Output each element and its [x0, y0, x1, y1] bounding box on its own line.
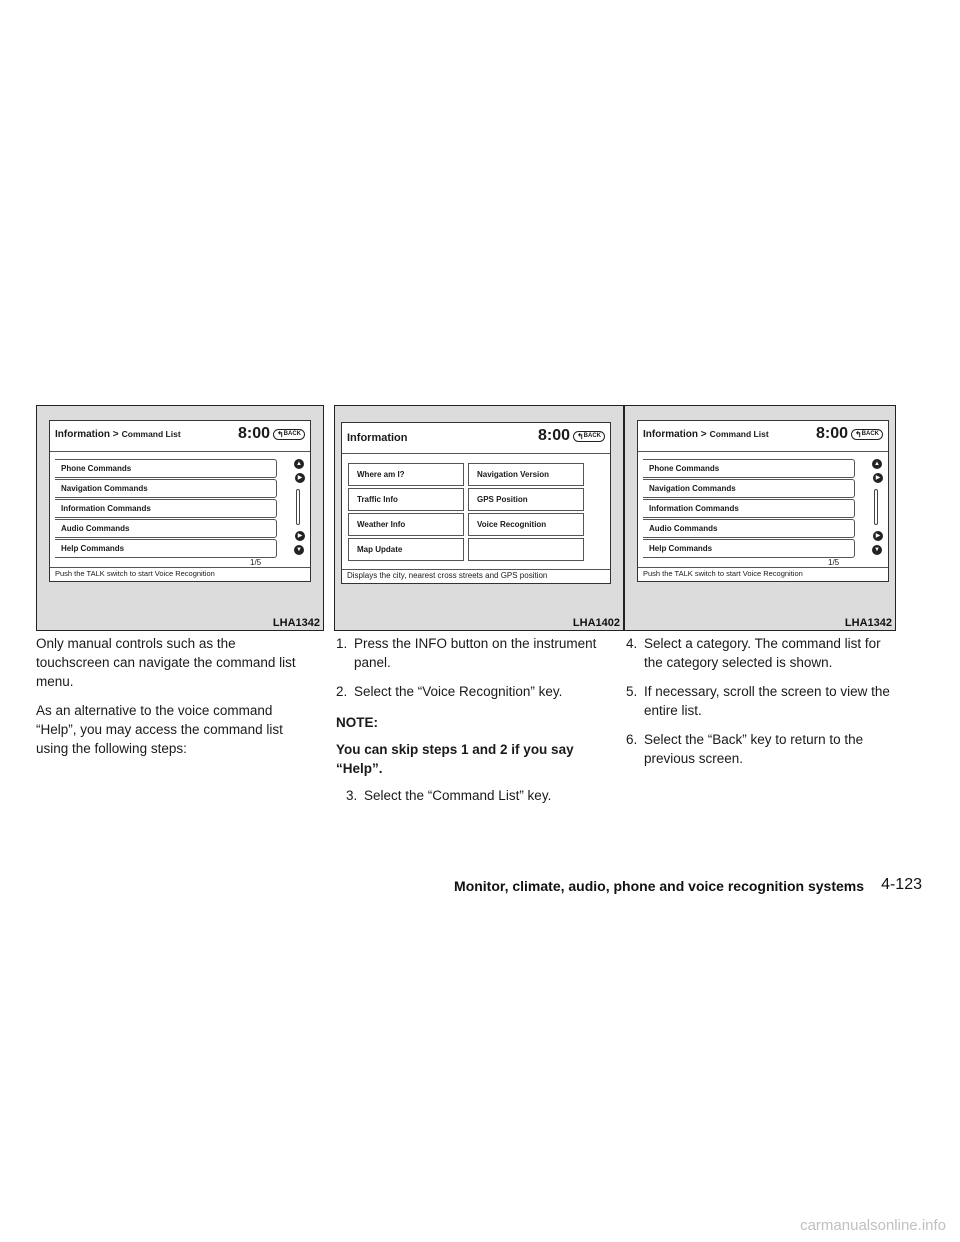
- screen: [637, 420, 889, 582]
- step-5: [626, 682, 898, 720]
- scroll-track[interactable]: [296, 489, 300, 525]
- step-4: [626, 634, 898, 672]
- step-number: 3.: [346, 788, 358, 803]
- step-number: 2.: [336, 684, 348, 699]
- menu-item-map-update[interactable]: Map Update: [348, 538, 464, 561]
- step-text: Select the “Back” key to return to the previous screen.: [644, 732, 864, 766]
- scroll-track[interactable]: [874, 489, 878, 525]
- title-text: Information >: [643, 429, 707, 440]
- screen-title: [55, 429, 181, 440]
- back-label: BACK: [283, 431, 301, 437]
- figure-code: LHA1342: [844, 617, 892, 629]
- figure-information-menu: [334, 405, 624, 631]
- step-number: 6.: [626, 732, 638, 747]
- list-item[interactable]: Audio Commands: [55, 519, 277, 538]
- scrollbar[interactable]: [870, 459, 884, 555]
- note-body: You can skip steps 1 and 2 if you say “Help”.: [336, 742, 574, 776]
- list-item[interactable]: Information Commands: [55, 499, 277, 518]
- screen: [49, 420, 311, 582]
- back-arrow-icon: ↰: [855, 430, 862, 439]
- step-3: [346, 786, 608, 805]
- section-title: Monitor, climate, audio, phone and voice recognition systems: [454, 878, 864, 894]
- step-text: Select the “Voice Recognition” key.: [354, 684, 563, 699]
- scrollbar[interactable]: [292, 459, 306, 555]
- subtitle-text: Command List: [709, 429, 769, 439]
- column-1: [36, 634, 308, 768]
- watermark: carmanualsonline.info: [800, 1217, 946, 1234]
- step-text: Press the INFO button on the instrument panel.: [354, 636, 597, 670]
- step-number: 5.: [626, 684, 638, 699]
- scroll-down-icon[interactable]: ▶: [873, 531, 883, 541]
- scroll-bottom-icon[interactable]: ▼: [294, 545, 304, 555]
- note-heading: NOTE:: [336, 715, 378, 730]
- column-2: [336, 634, 608, 815]
- list-item[interactable]: Phone Commands: [55, 459, 277, 478]
- screen-header: [50, 421, 310, 452]
- page-indicator: 1/5: [250, 558, 262, 567]
- list-item[interactable]: Phone Commands: [643, 459, 855, 478]
- scroll-up-icon[interactable]: ▶: [295, 473, 305, 483]
- step-2: [336, 682, 608, 701]
- scroll-top-icon[interactable]: ▲: [294, 459, 304, 469]
- menu-item-traffic-info[interactable]: Traffic Info: [348, 488, 464, 511]
- back-arrow-icon: ↰: [577, 432, 584, 441]
- step-6: [626, 730, 898, 768]
- screen-footer: Push the TALK switch to start Voice Recognition: [50, 567, 310, 581]
- screen-title: [643, 429, 769, 440]
- back-label: BACK: [861, 431, 879, 437]
- screen-footer: Push the TALK switch to start Voice Recognition: [638, 567, 888, 581]
- scroll-bottom-icon[interactable]: ▼: [872, 545, 882, 555]
- list-item[interactable]: Help Commands: [55, 539, 277, 558]
- list-item[interactable]: Help Commands: [643, 539, 855, 558]
- menu-item-weather-info[interactable]: Weather Info: [348, 513, 464, 536]
- menu-item-empty: [468, 538, 584, 561]
- figure-code: LHA1342: [272, 617, 320, 629]
- menu-item-where-am-i[interactable]: Where am I?: [348, 463, 464, 486]
- paragraph: Only manual controls such as the touchscreen can navigate the command list menu.: [36, 636, 296, 689]
- command-list: [643, 459, 855, 559]
- screen-footer: Displays the city, nearest cross streets and GPS position: [342, 569, 610, 583]
- list-item[interactable]: Audio Commands: [643, 519, 855, 538]
- step-number: 1.: [336, 636, 348, 651]
- menu-item-navigation-version[interactable]: Navigation Version: [468, 463, 584, 486]
- figure-code: LHA1402: [572, 617, 620, 629]
- menu-item-gps-position[interactable]: GPS Position: [468, 488, 584, 511]
- page-number: 4-123: [881, 876, 922, 893]
- subtitle-text: Command List: [121, 429, 181, 439]
- back-button[interactable]: [851, 429, 883, 440]
- command-list: [55, 459, 277, 559]
- list-item[interactable]: Navigation Commands: [55, 479, 277, 498]
- scroll-down-icon[interactable]: ▶: [295, 531, 305, 541]
- screen-title: Information: [347, 432, 408, 444]
- title-text: Information >: [55, 429, 119, 440]
- list-item[interactable]: Information Commands: [643, 499, 855, 518]
- back-arrow-icon: ↰: [277, 430, 284, 439]
- column-3: [626, 634, 898, 778]
- back-button[interactable]: [573, 431, 605, 442]
- screen-header: [342, 423, 610, 454]
- step-1: [336, 634, 608, 672]
- clock: 8:00: [815, 425, 848, 442]
- step-text: If necessary, scroll the screen to view the entire list.: [644, 684, 890, 718]
- screen-header: [638, 421, 888, 452]
- step-number: 4.: [626, 636, 638, 651]
- step-text: Select the “Command List” key.: [364, 788, 552, 803]
- back-button[interactable]: [273, 429, 305, 440]
- list-item[interactable]: Navigation Commands: [643, 479, 855, 498]
- page-indicator: 1/5: [828, 558, 840, 567]
- screen: [341, 422, 611, 584]
- clock: 8:00: [237, 425, 270, 442]
- scroll-top-icon[interactable]: ▲: [872, 459, 882, 469]
- clock: 8:00: [537, 427, 570, 444]
- step-text: Select a category. The command list for the category selected is shown.: [644, 636, 881, 670]
- back-label: BACK: [583, 433, 601, 439]
- figure-command-list-1: [36, 405, 324, 631]
- scroll-up-icon[interactable]: ▶: [873, 473, 883, 483]
- paragraph: As an alternative to the voice command “Help”, you may access the command list using the following steps:: [36, 703, 283, 756]
- figure-command-list-2: [624, 405, 896, 631]
- menu-item-voice-recognition[interactable]: Voice Recognition: [468, 513, 584, 536]
